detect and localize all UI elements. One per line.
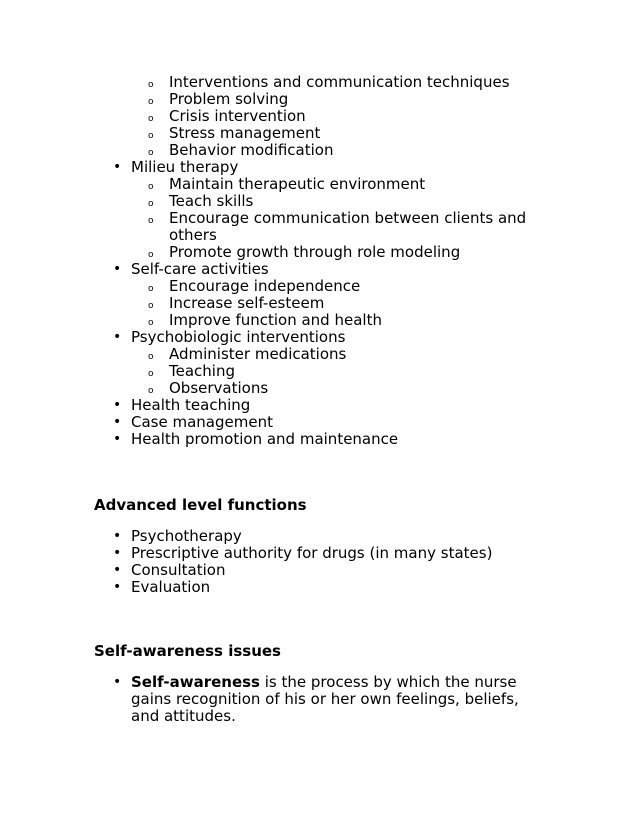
list-item <box>0 176 529 193</box>
list-item <box>0 125 529 142</box>
sub-bullet-icon: o <box>148 182 154 192</box>
list-item-text: Teach skills <box>169 192 254 210</box>
self-awareness-list <box>0 674 638 725</box>
sub-bullet-icon: o <box>148 318 154 328</box>
list-item <box>0 562 638 579</box>
sub-bullet-icon: o <box>148 199 154 209</box>
list-item-text: Self-care activities <box>131 260 269 278</box>
list-item-text: Psychotherapy <box>131 527 242 545</box>
list-item <box>0 108 529 125</box>
bullet-icon: • <box>113 414 122 430</box>
list-item <box>0 159 638 176</box>
sublist <box>0 278 638 329</box>
list-item <box>0 346 529 363</box>
sub-bullet-icon: o <box>148 148 154 158</box>
list-item-text: Evaluation <box>131 578 211 596</box>
list-item <box>0 397 638 414</box>
list-item-text: Case management <box>131 413 273 431</box>
list-item-text: Promote growth through role modeling <box>169 243 461 261</box>
list-item-text: Behavior modification <box>169 141 334 159</box>
list-item <box>0 380 529 397</box>
sub-bullet-icon: o <box>148 301 154 311</box>
list-item <box>0 312 529 329</box>
bullet-icon: • <box>113 159 122 175</box>
list-item <box>0 261 638 278</box>
list-item-text: Health promotion and maintenance <box>131 430 399 448</box>
list-item-text: Encourage communication between clients and others <box>169 209 527 244</box>
list-item-text: Maintain therapeutic environment <box>169 175 426 193</box>
list-item-text: Increase self-esteem <box>169 294 325 312</box>
list-item <box>0 431 638 448</box>
list-item-text: Administer medications <box>169 345 347 363</box>
bullet-icon: • <box>113 397 122 413</box>
section-heading-self-awareness: Self-awareness issues <box>94 642 281 660</box>
list-item-text: Crisis intervention <box>169 107 306 125</box>
sub-bullet-icon: o <box>148 80 154 90</box>
list-item <box>0 142 529 159</box>
list-group <box>0 329 638 397</box>
list-item <box>0 363 529 380</box>
term: Self-awareness <box>131 673 260 691</box>
list-item-text: Interventions and communication techniques <box>169 73 510 91</box>
top-sublist <box>0 74 638 159</box>
sub-bullet-icon: o <box>148 216 154 226</box>
definition-text: is the process by which the nurse gains recognition of his or her own feelings, beliefs, and attitudes. <box>131 673 519 725</box>
list-item <box>0 91 529 108</box>
list-item <box>0 414 638 431</box>
list-group <box>0 159 638 261</box>
bullet-icon: • <box>113 261 122 277</box>
list-item <box>0 244 529 261</box>
bullet-icon: • <box>113 545 122 561</box>
section-heading-advanced: Advanced level functions <box>94 496 307 514</box>
bullet-icon: • <box>113 674 122 690</box>
sub-bullet-icon: o <box>148 352 154 362</box>
bullet-icon: • <box>113 562 122 578</box>
list-item <box>0 193 529 210</box>
list-item-text: Problem solving <box>169 90 289 108</box>
sub-bullet-icon: o <box>148 369 154 379</box>
bullet-icon: • <box>113 528 122 544</box>
sub-bullet-icon: o <box>148 131 154 141</box>
list-item-text: Consultation <box>131 561 226 579</box>
bullet-icon: • <box>113 579 122 595</box>
bullet-icon: • <box>113 431 122 447</box>
list-item-text: Encourage independence <box>169 277 361 295</box>
list-item-text: Observations <box>169 379 269 397</box>
list-item <box>0 210 529 244</box>
list-item <box>0 545 638 562</box>
list-item-text: Health teaching <box>131 396 251 414</box>
advanced-list <box>0 528 638 596</box>
list-item <box>0 278 529 295</box>
sublist <box>0 176 638 261</box>
bullet-icon: • <box>113 329 122 345</box>
list-item-text: Prescriptive authority for drugs (in many states) <box>131 544 493 562</box>
list-item-text: Psychobiologic interventions <box>131 328 346 346</box>
list-item-text: Stress management <box>169 124 321 142</box>
list-item <box>0 579 638 596</box>
list-item-text: Teaching <box>169 362 235 380</box>
list-item-text: Improve function and health <box>169 311 382 329</box>
sub-bullet-icon: o <box>148 114 154 124</box>
intervention-list <box>0 74 638 448</box>
list-item <box>0 528 638 545</box>
main-list <box>0 159 638 448</box>
list-item <box>0 329 638 346</box>
list-item-text: Milieu therapy <box>131 158 239 176</box>
sub-bullet-icon: o <box>148 250 154 260</box>
sub-bullet-icon: o <box>148 386 154 396</box>
sub-bullet-icon: o <box>148 97 154 107</box>
list-group <box>0 261 638 329</box>
sublist <box>0 346 638 397</box>
sub-bullet-icon: o <box>148 284 154 294</box>
list-item <box>0 295 529 312</box>
list-item <box>0 74 529 91</box>
list-item <box>0 674 551 725</box>
